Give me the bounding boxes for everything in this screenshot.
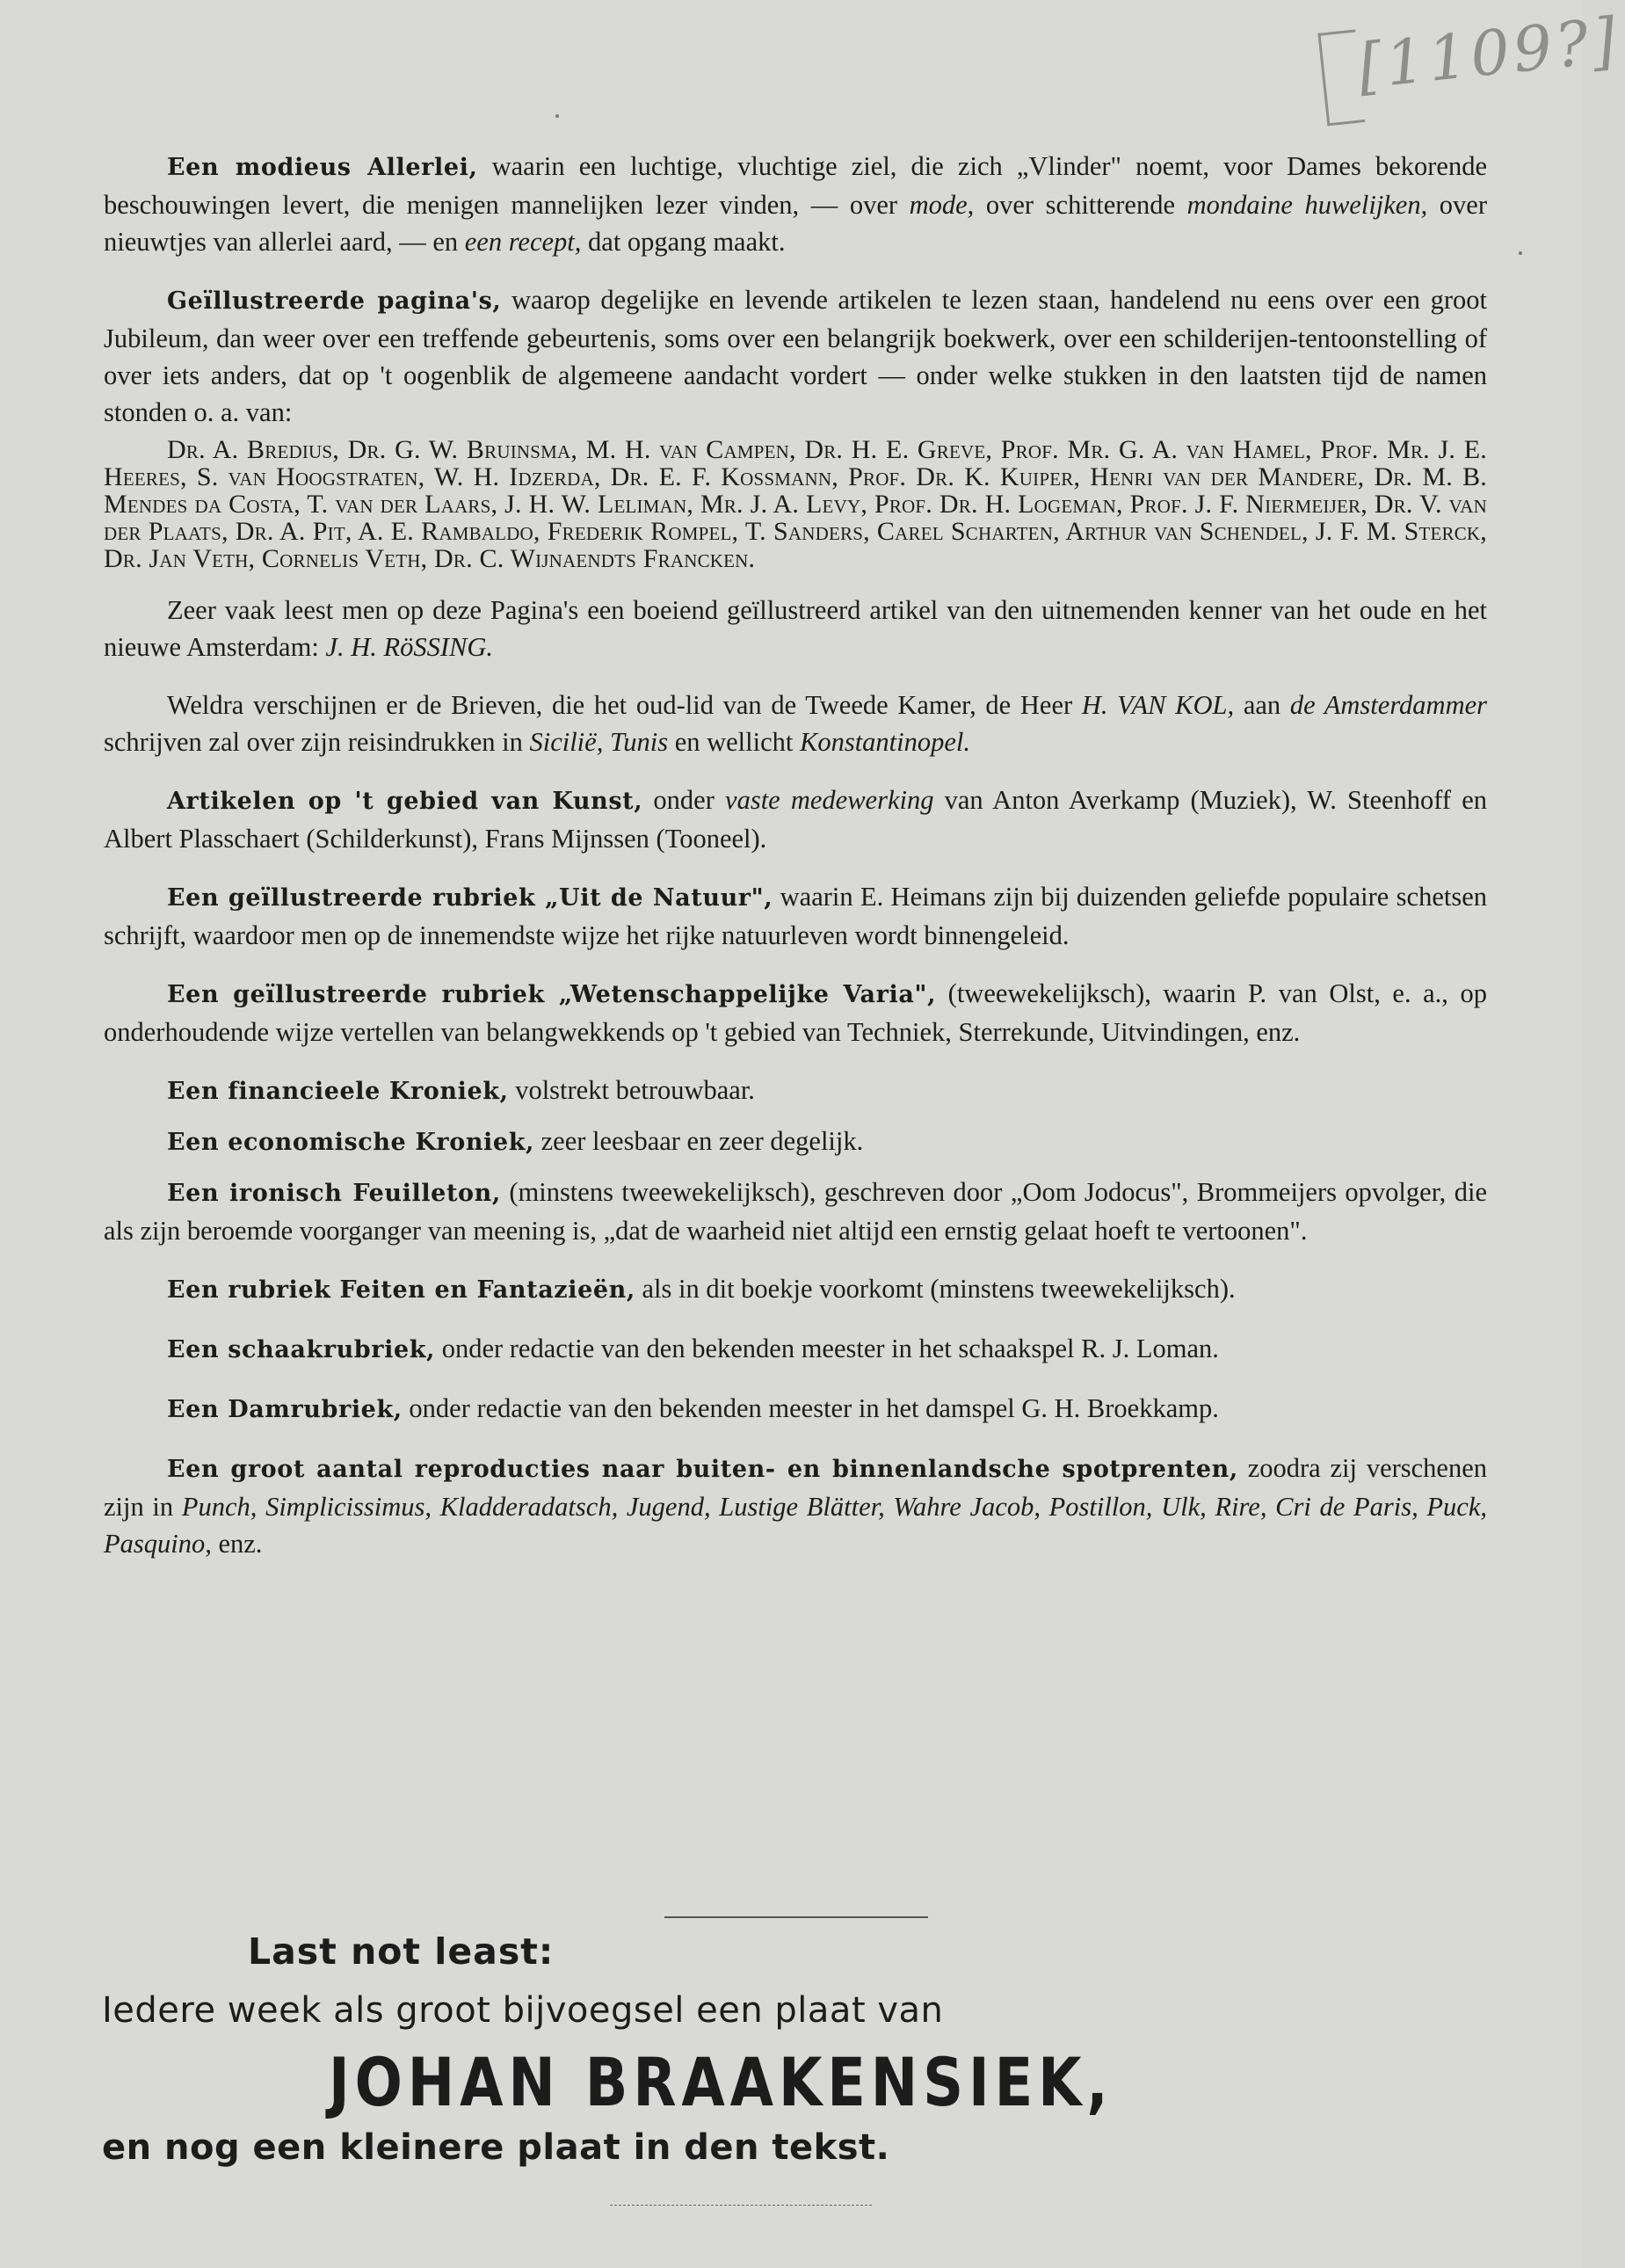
paragraph-spotprenten xyxy=(104,1450,1487,1562)
paragraph-text: (tweewekelijksch), waarin P. van Olst, e. a., op onderhoudende wijze vertellen van belangwekkends op 't gebied van Techniek, Sterrekunde, Uitvindingen, enz. xyxy=(104,978,1487,1047)
smaller-plate-line: en nog een kleinere plaat in den tekst. xyxy=(102,2127,890,2168)
paragraph-text: dat opgang maakt. xyxy=(581,227,786,257)
speck xyxy=(555,114,559,118)
italic-text: Konstantinopel. xyxy=(799,727,971,757)
paragraph-text: onder xyxy=(642,785,726,815)
paragraph-brieven xyxy=(104,687,1487,760)
advertisement-body xyxy=(104,148,1487,1583)
divider-top xyxy=(664,1916,928,1918)
paragraph-lead: Artikelen op 't gebied van Kunst, xyxy=(167,788,643,815)
paragraph-kunst xyxy=(104,781,1487,857)
paragraph-feiten-en-fantazieen xyxy=(104,1270,1487,1309)
paragraph-lead: Een economische Kroniek, xyxy=(167,1129,535,1156)
paragraph-wetenschappelijke-varia xyxy=(104,975,1487,1050)
paragraph-text: Weldra verschijnen er de Brieven, die het oud-lid van de Tweede Kamer, de Heer xyxy=(167,690,1082,720)
italic-text: een recept, xyxy=(464,227,582,257)
italic-text: de Amsterdammer xyxy=(1289,690,1488,720)
archive-mark-text: [1109?] xyxy=(1354,4,1623,104)
paragraph-lead: Een Damrubriek, xyxy=(167,1396,403,1423)
paragraph-text: als in dit boekje voorkomt (minstens tweewekelijksch). xyxy=(635,1274,1236,1304)
paragraph-text: Zeer vaak leest men op deze Pagina's een boeiend geïllustreerd artikel van den uitnemenden kenner van het oude en het nieuwe Amsterdam: xyxy=(104,595,1487,662)
last-not-least-heading: Last not least: xyxy=(248,1930,555,1973)
paragraph-text: enz. xyxy=(211,1529,263,1559)
paragraph-economische-kroniek xyxy=(104,1123,1487,1161)
paragraph-schaakrubriek xyxy=(104,1330,1487,1369)
paragraph-text: onder redactie van den bekenden meester in het damspel G. H. Broekkamp. xyxy=(402,1393,1219,1423)
weekly-supplement-line: Iedere week als groot bijvoegsel een plaat van xyxy=(102,1990,944,2031)
italic-text: J. H. RöSSING. xyxy=(325,632,494,662)
paragraph-lead: Een financieele Kroniek, xyxy=(167,1078,509,1105)
paragraph-lead: Een modieus Allerlei, xyxy=(167,154,478,181)
paragraph-damrubriek xyxy=(104,1390,1487,1428)
paragraph-financieele-kroniek xyxy=(104,1072,1487,1110)
paragraph-text: waarin E. Heimans zijn bij duizenden geliefde populaire schetsen schrijft, waardoor men op de innemendste wijze het rijke natuurleven wordt binnengeleid. xyxy=(104,882,1487,950)
divider-bottom xyxy=(610,2205,872,2206)
italic-text: Sicilië, Tunis xyxy=(529,727,669,757)
paragraph-text: schrijven zal over zijn reisindrukken in xyxy=(104,727,530,757)
paragraph-lead: Een geïllustreerde rubriek „Wetenschappelijke Varia", xyxy=(167,981,937,1008)
italic-text: Punch, Simplicissimus, Kladderadatsch, Jugend, Lustige Blätter, Wahre Jacob, Postillon, Ulk, Rire, Cri de Paris, Puck, Pasquino, xyxy=(104,1492,1487,1559)
paragraph-text: onder redactie van den bekenden meester in het schaakspel R. J. Loman. xyxy=(435,1334,1219,1363)
contributor-names: Dr. A. Bredius, Dr. G. W. Bruinsma, M. H. van Campen, Dr. H. E. Greve, Prof. Mr. G. A. van Hamel, Prof. Mr. J. E. Heeres, S. van Hoogstraten, W. H. Idzerda, Dr. E. F. Kossmann, Prof. Dr. K. Kuiper, Henri van der Mandere, Dr. M. B. Mendes da Costa, T. van der Laars, J. H. W. Leliman, Mr. J. A. Levy, Prof. Dr. H. Logeman, Prof. J. F. Niermeijer, Dr. V. van der Plaats, Dr. A. Pit, A. E. Rambaldo, Frederik Rompel, T. Sanders, Carel Scharten, Arthur van Schendel, J. F. M. Sterck, Dr. Jan Veth, Cornelis Veth, Dr. C. Wijnaendts Francken. xyxy=(104,435,1487,573)
paragraph-text: en wellicht xyxy=(668,727,800,757)
artist-name: JOHAN BRAAKENSIEK, xyxy=(329,2043,1114,2121)
paragraph-lead: Geïllustreerde pagina's, xyxy=(167,287,502,315)
paragraph-text: waarin een luchtige, vluchtige ziel, die zich „Vlinder" noemt, voor Dames bekorende beschouwingen levert, die menigen mannelijken lezer vinden, — over xyxy=(104,151,1487,220)
paragraph-modieus-allerlei xyxy=(104,148,1487,260)
paragraph-geillustreerde-paginas xyxy=(104,281,1487,431)
speck xyxy=(1519,251,1522,255)
italic-text: H. VAN KOL, xyxy=(1081,690,1235,720)
paragraph-lead: Een geïllustreerde rubriek „Uit de Natuur", xyxy=(167,884,773,912)
paragraph-text: (minstens tweewekelijksch), geschreven door „Oom Jodocus", Brommeijers opvolger, die als zijn beroemde voorganger van meening is, „dat de waarheid niet altijd een ernstig gelaat hoeft te vertoonen". xyxy=(104,1177,1487,1246)
italic-text: vaste medewerking xyxy=(725,785,934,815)
paragraph-feuilleton xyxy=(104,1174,1487,1249)
handwritten-archive-mark xyxy=(1323,4,1623,126)
paragraph-text: waarop degelijke en levende artikelen te lezen staan, handelend nu eens over een groot Jubileum, dan weer over een treffende gebeurtenis, soms over een belangrijk boekwerk, over een schilderijen-tentoonstelling of over iets anders, dat op 't oogenblik de algemeene aandacht vordert — onder welke stukken in den laatsten tijd de namen stonden o. a. van: xyxy=(104,285,1487,427)
paragraph-lead: Een ironisch Feuilleton, xyxy=(167,1180,501,1207)
paragraph-lead: Een rubriek Feiten en Fantazieën, xyxy=(167,1276,635,1304)
paragraph-lead: Een schaakrubriek, xyxy=(167,1336,436,1363)
italic-text: mode, xyxy=(909,190,975,220)
paragraph-text: over nieuwtjes van allerlei aard, — en xyxy=(104,190,1487,257)
paragraph-lead: Een groot aantal reproducties naar buiten- en binnenlandsche spotprenten, xyxy=(167,1456,1238,1483)
paragraph-text: zoodra zij verschenen zijn in xyxy=(104,1453,1487,1522)
paragraph-text: van Anton Averkamp (Muziek), W. Steenhoff en Albert Plasschaert (Schilderkunst), Frans Mijnssen (Tooneel). xyxy=(104,785,1487,854)
paragraph-rossing xyxy=(104,592,1487,665)
italic-text: mondaine huwelijken, xyxy=(1186,190,1428,220)
paragraph-text: volstrekt betrouwbaar. xyxy=(508,1075,755,1105)
paragraph-text: aan xyxy=(1234,690,1290,720)
paragraph-uit-de-natuur xyxy=(104,878,1487,954)
paragraph-text: over schitterende xyxy=(974,190,1187,220)
paragraph-text: zeer leesbaar en zeer degelijk. xyxy=(534,1126,864,1156)
